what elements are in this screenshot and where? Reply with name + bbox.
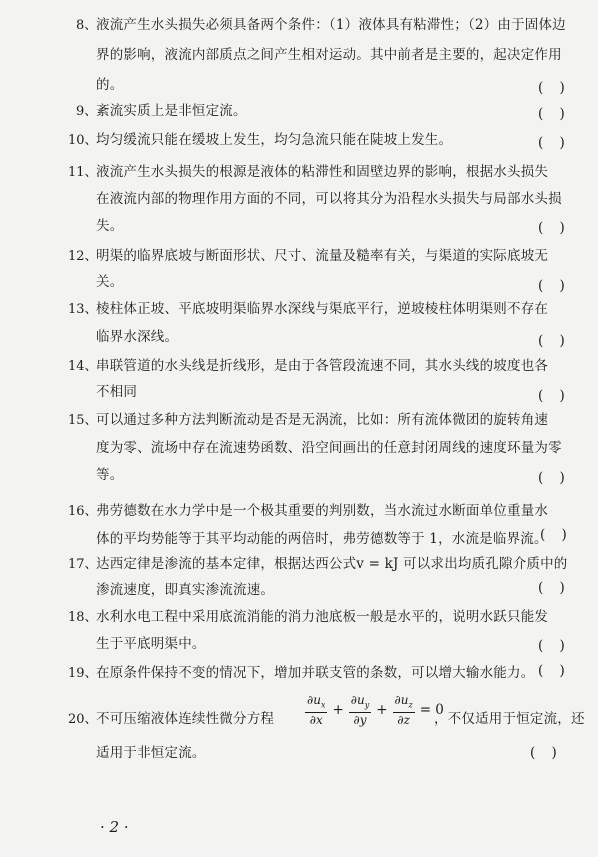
- answer-blank[interactable]: ( ): [538, 580, 571, 596]
- fraction-term: $\frac{\partial u_z}{\partial z}$: [394, 693, 413, 728]
- question-text-line: 临界水深线。: [96, 329, 179, 345]
- question-number: 15、: [68, 413, 98, 428]
- question-text-line: 均匀缓流只能在缓坡上发生，均匀急流只能在陡坡上发生。: [96, 132, 453, 148]
- question-text-line: 度为零、流场中存在流速势函数、沿空间画出的任意封闭周线的速度环量为零: [96, 440, 562, 456]
- question-number: 9、: [76, 104, 98, 119]
- page-number: · 2 ·: [100, 818, 129, 836]
- question-text-line: 在液流内部的物理作用方面的不同，可以将其分为沿程水头损失与局部水头损: [96, 191, 562, 207]
- question-number: 12、: [68, 249, 98, 264]
- question-text-line: 明渠的临界底坡与断面形状、尺寸、流量及糙率有关，与渠道的实际底坡无: [96, 248, 549, 264]
- fraction-term: $\frac{\partial u_x}{\partial x}$: [307, 693, 326, 728]
- question-text-line: 达西定律是渗流的基本定律，根据达西公式v = kJ 可以求出均质孔隙介质中的: [96, 556, 568, 572]
- question-number: 10、: [68, 133, 98, 148]
- question-number: 20、: [68, 712, 98, 727]
- question-text-line: 在原条件保持不变的情况下，增加并联支管的条数，可以增大输水能力。: [96, 665, 535, 681]
- fraction-term: $\frac{\partial u_y}{\partial y}$: [350, 693, 370, 728]
- question-text-line: 失。: [96, 218, 124, 234]
- answer-blank[interactable]: ( ): [538, 470, 571, 486]
- plus-sign: +: [332, 702, 344, 719]
- question-text-line: 紊流实质上是非恒定流。: [96, 103, 247, 119]
- answer-blank[interactable]: ( ): [540, 527, 573, 543]
- answer-blank[interactable]: ( ): [538, 663, 571, 679]
- answer-blank[interactable]: ( ): [538, 278, 571, 294]
- answer-blank[interactable]: ( ): [538, 135, 571, 151]
- question-number: 16、: [68, 504, 98, 519]
- question-number: 13、: [68, 302, 98, 317]
- question-text-line: 不可压缩液体连续性微分方程: [96, 711, 275, 727]
- question-number: 11、: [68, 165, 98, 180]
- answer-blank[interactable]: ( ): [538, 388, 571, 404]
- question-number: 17、: [68, 557, 98, 572]
- question-text-line: 液流产生水头损失的根源是液体的粘滞性和固壁边界的影响，根据水头损失: [96, 164, 549, 180]
- question-text-line: 生于平底明渠中。: [96, 636, 206, 652]
- question-text-line: 液流产生水头损失必须具备两个条件：（1）液体具有粘滞性；（2）由于固体边: [96, 17, 566, 33]
- question-text-line: 适用于非恒定流。: [96, 745, 206, 761]
- question-number: 8、: [76, 18, 98, 33]
- question-text-line: 的。: [96, 77, 124, 93]
- question-text-line: 弗劳德数在水力学中是一个极其重要的判别数，当水流过水断面单位重量水: [96, 503, 549, 519]
- question-text-line: 可以通过多种方法判断流动是否是无涡流，比如：所有流体微团的旋转角速: [96, 412, 549, 428]
- question-number: 14、: [68, 359, 98, 374]
- question-text-line: 渗流速度，即真实渗流流速。: [96, 582, 275, 598]
- question-number: 18、: [68, 610, 98, 625]
- question-number: 19、: [68, 666, 98, 681]
- answer-blank[interactable]: ( ): [538, 333, 571, 349]
- question-text-line: ，不仅适用于恒定流，还: [434, 711, 585, 727]
- answer-blank[interactable]: ( ): [538, 638, 571, 654]
- question-text-line: 关。: [96, 274, 124, 290]
- equals-sign: = 0: [419, 702, 444, 719]
- question-text-line: 等。: [96, 467, 124, 483]
- question-text-line: 棱柱体正坡、平底坡明渠临界水深线与渠底平行，逆坡棱柱体明渠则不存在: [96, 301, 549, 317]
- question-text-line: 体的平均势能等于其平均动能的两倍时，弗劳德数等于 1，水流是临界流。: [96, 531, 548, 547]
- question-text-line: 水利水电工程中采用底流消能的消力池底板一般是水平的，说明水跃只能发: [96, 609, 549, 625]
- answer-blank[interactable]: ( ): [538, 220, 571, 236]
- question-text-line: 串联管道的水头线是折线形，是由于各管段流速不同，其水头线的坡度也各: [96, 358, 549, 374]
- answer-blank[interactable]: ( ): [538, 106, 571, 122]
- continuity-equation: [305, 693, 446, 727]
- plus-sign: +: [376, 702, 388, 719]
- answer-blank[interactable]: ( ): [538, 80, 571, 96]
- question-text-line: 不相同: [96, 384, 138, 400]
- answer-blank[interactable]: ( ): [530, 745, 563, 761]
- question-text-line: 界的影响，液流内部质点之间产生相对运动。其中前者是主要的，起决定作用: [96, 47, 562, 63]
